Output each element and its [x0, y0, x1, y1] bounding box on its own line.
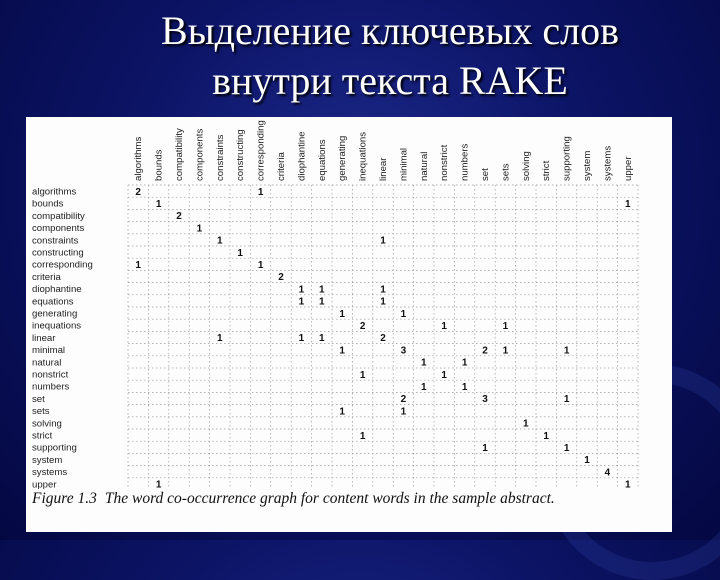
row-label-components: components — [32, 223, 85, 235]
matrix-cell-value: 2 — [135, 186, 141, 198]
column-label-algorithms: algorithms — [133, 136, 145, 181]
column-label-constraints: constraints — [214, 134, 226, 181]
figure-caption — [32, 490, 668, 507]
column-label-nonstrict: nonstrict — [439, 144, 451, 181]
column-label-set: set — [480, 168, 491, 181]
column-label-numbers: numbers — [459, 143, 471, 181]
column-label-sets: sets — [500, 163, 512, 181]
column-label-linear: linear — [378, 157, 389, 181]
matrix-cell-value: 1 — [298, 296, 305, 308]
matrix-cell-value: 1 — [625, 479, 631, 489]
slide-title-line-1: Выделение ключевых слов — [161, 8, 619, 53]
column-label-systems: systems — [602, 145, 614, 181]
matrix-cell-value: 1 — [319, 333, 325, 345]
column-label-components: components — [194, 128, 206, 181]
row-label-solving: solving — [32, 418, 62, 430]
matrix-cell-value: 1 — [298, 333, 305, 345]
row-label-upper: upper — [32, 479, 57, 489]
matrix-cell-value: 1 — [563, 345, 570, 357]
row-label-numbers: numbers — [32, 381, 70, 393]
matrix-cell-value: 1 — [217, 235, 223, 247]
column-label-equations: equations — [316, 139, 328, 181]
row-label-diophantine: diophantine — [32, 284, 82, 296]
row-label-set: set — [32, 393, 45, 405]
column-label-diophantine: diophantine — [296, 131, 308, 181]
row-label-strict: strict — [32, 430, 53, 442]
column-label-corresponding: corresponding — [255, 120, 267, 181]
matrix-cell-value: 1 — [196, 223, 203, 235]
matrix-cell-value: 1 — [339, 406, 345, 418]
matrix-cell-value: 1 — [380, 296, 386, 308]
matrix-cell-value: 1 — [584, 455, 590, 467]
column-label-criteria: criteria — [276, 152, 287, 181]
row-label-systems: systems — [32, 467, 68, 479]
matrix-cell-value: 1 — [237, 247, 243, 259]
matrix-cell-value: 1 — [339, 308, 345, 320]
matrix-cell-value: 2 — [359, 321, 366, 332]
matrix-cell-value: 1 — [217, 333, 223, 345]
matrix-cell-value: 1 — [380, 235, 386, 247]
row-label-corresponding: corresponding — [32, 259, 93, 271]
matrix-cell-value: 1 — [257, 260, 264, 271]
matrix-cell-value: 1 — [502, 345, 509, 357]
column-label-upper: upper — [622, 156, 634, 181]
matrix-cell-value: 1 — [461, 357, 468, 369]
matrix-cell-value: 3 — [482, 394, 488, 406]
matrix-cell-value: 1 — [441, 369, 447, 381]
column-label-natural: natural — [418, 151, 430, 181]
row-label-equations: equations — [32, 296, 74, 308]
row-label-constraints: constraints — [32, 235, 79, 247]
matrix-cell-value: 1 — [502, 321, 509, 332]
column-label-strict: strict — [541, 160, 553, 181]
matrix-cell-value: 1 — [482, 443, 488, 454]
matrix-cell-value: 1 — [461, 382, 468, 393]
row-label-linear: linear — [32, 332, 56, 344]
row-label-nonstrict: nonstrict — [32, 369, 69, 381]
matrix-cell-value: 3 — [400, 345, 407, 357]
matrix-cell-value: 1 — [563, 394, 570, 406]
matrix-cell-value: 1 — [421, 382, 427, 393]
matrix-cell-value: 2 — [400, 394, 407, 406]
slide-title-line-2: внутри текста RAKE — [212, 58, 568, 103]
column-label-constructing: constructing — [235, 129, 247, 181]
matrix-cell-value: 1 — [523, 418, 529, 430]
matrix-cell-value: 1 — [155, 199, 162, 210]
matrix-cell-value: 1 — [359, 430, 366, 442]
co-occurrence-figure — [26, 117, 672, 532]
matrix-cell-value: 2 — [482, 345, 488, 357]
matrix-cell-value: 1 — [421, 357, 427, 369]
matrix-cell-value: 1 — [400, 406, 407, 418]
row-label-bounds: bounds — [32, 198, 64, 210]
column-label-compatibility: compatibility — [174, 128, 185, 181]
matrix-cell-value: 1 — [135, 260, 141, 271]
row-label-constructing: constructing — [32, 247, 84, 259]
column-label-minimal: minimal — [398, 147, 410, 181]
matrix-cell-value: 1 — [441, 321, 447, 332]
column-label-bounds: bounds — [153, 149, 165, 181]
matrix-cell-value: 1 — [257, 186, 264, 198]
matrix-cell-value: 1 — [319, 296, 325, 308]
matrix-cell-value: 1 — [400, 308, 407, 320]
row-label-compatibility: compatibility — [32, 210, 85, 222]
figure-caption-label: Figure 1.3 — [32, 490, 97, 507]
matrix-cell-value: 1 — [339, 345, 345, 357]
matrix-cell-value: 1 — [380, 284, 386, 296]
row-label-algorithms: algorithms — [32, 186, 77, 198]
figure-caption-text: The word co-occurrence graph for content words in the sample abstract. — [104, 490, 555, 507]
matrix-cell-value: 1 — [543, 430, 549, 442]
matrix-cell-value: 2 — [176, 211, 182, 223]
row-label-criteria: criteria — [32, 271, 61, 283]
matrix-cell-value: 2 — [380, 333, 386, 345]
row-label-sets: sets — [32, 406, 50, 418]
matrix-cell-value: 1 — [563, 443, 570, 454]
matrix-cell-value: 2 — [278, 272, 284, 284]
matrix-cell-value: 1 — [298, 284, 305, 296]
matrix-cell-value: 1 — [155, 479, 162, 489]
row-label-natural: natural — [32, 357, 62, 369]
column-label-generating: generating — [337, 135, 349, 181]
matrix-cell-value: 4 — [604, 467, 611, 479]
row-label-generating: generating — [32, 308, 78, 320]
matrix-cell-value: 1 — [319, 284, 325, 296]
co-occurrence-matrix — [26, 117, 672, 489]
column-label-solving: solving — [520, 151, 532, 181]
row-label-minimal: minimal — [32, 345, 66, 357]
column-label-supporting: supporting — [561, 136, 573, 181]
column-label-inequations: inequations — [357, 131, 369, 181]
slide-title — [110, 6, 670, 106]
matrix-cell-value: 1 — [359, 369, 366, 381]
column-label-system: system — [582, 150, 593, 181]
matrix-cell-value: 1 — [625, 199, 631, 210]
row-label-supporting: supporting — [32, 442, 77, 454]
row-label-system: system — [32, 454, 63, 466]
row-label-inequations: inequations — [32, 320, 82, 332]
